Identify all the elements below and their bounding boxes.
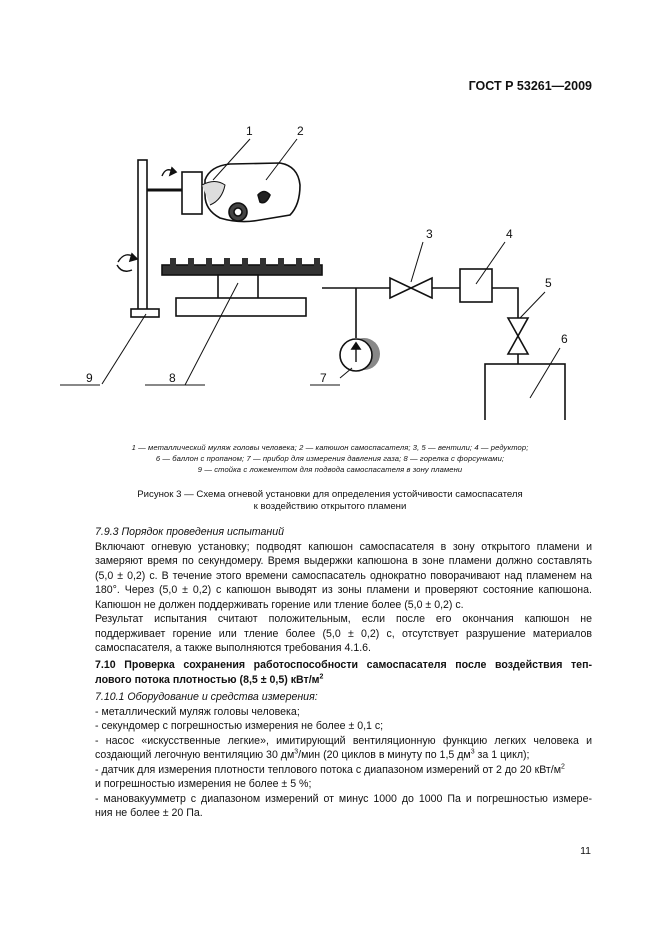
callout-8: 8 (169, 371, 176, 385)
standard-header: ГОСТ Р 53261—2009 (468, 79, 592, 93)
section-heading-7-10-line-2: лового потока плотностью (8,5 ± 0,5) кВт/$м^2$ (95, 672, 324, 686)
paragraph-result: Результат испытания считают положительным, если после его окончания капюшон не поддерживает горение или тление более (5,0 ± 0,2) с, отсутствует разрушение материалов самоспасателя, а также выполняются требования 4.1.6. (95, 613, 592, 654)
paragraph-procedure: Включают огневую установку; подводят капюшон самоспасателя в зону открытого пламени и замеряют время по секундомеру. Время выдержки капюшона в зоне пламени должно составлять (5,0 ± 0,2) с. В течение этого времени самоспасатель однократно поворачивают над пламенем на 180°. Через (5,0 ± 0,2) с капюшон выводят из зоны пламени и проверяют состояние капюшона. Капюшон не должен поддерживать горение или тление более (5,0 ± 0,2) с. (95, 540, 592, 611)
section-7-10 (95, 658, 592, 821)
equipment-item-2: - секундомер с погрешностью измерения не более ± 0,1 с; (95, 720, 384, 732)
legend-line-1: 1 — металлический муляж головы человека; 2 — капюшон самоспасателя; 3, 5 — вентили; 4 — редуктор; (131, 443, 529, 452)
section-heading-7-10-line-1: 7.10 Проверка сохранения работоспособности самоспасателя после воздействия теп- (95, 659, 592, 671)
equipment-item-3-line-1: - насос «искусственные легкие», имитирующий вентиляционную функцию легких человека и (95, 734, 592, 747)
callout-9: 9 (86, 371, 93, 385)
burner-base (176, 298, 306, 316)
equipment-item-4-line-2: и погрешностью измерения не более ± 5 %; (95, 778, 312, 790)
valve-3 (390, 278, 411, 298)
callout-1: 1 (246, 124, 253, 138)
sub-heading-7-10-1: 7.10.1 Оборудование и средства измерения: (95, 691, 318, 703)
figure-caption-line-1: Рисунок 3 — Схема огневой установки для определения устойчивости самоспасателя (137, 489, 523, 500)
propane-cylinder (485, 364, 565, 420)
equipment-item-5-line-2: ния не более ± 20 Па. (95, 807, 203, 819)
legend-line-3: 9 — стойка с ложементом для подвода самоспасателя в зону пламени (197, 465, 463, 474)
equipment-item-5-line-1: - мановакуумметр с диапазоном измерений от минус 1000 до 1000 Па и погрешностью измере- (95, 792, 592, 805)
section-heading-7-9-3: 7.9.3 Порядок проведения испытаний (95, 526, 284, 538)
page-number: 11 (580, 845, 591, 857)
equipment-item-3-line-2: создающий легочную вентиляцию 30 $дм^3$/мин (20 циклов в минуту по 1,5 $дм^3$ за 1 цикл); (95, 748, 530, 761)
figure-caption-line-2: к воздействию открытого пламени (253, 501, 407, 512)
callout-3: 3 (426, 227, 433, 241)
callout-2: 2 (297, 124, 304, 138)
reducer (460, 269, 492, 302)
callout-4: 4 (506, 227, 513, 241)
fire-test-setup-diagram (0, 0, 661, 420)
section-7-9-3 (95, 525, 592, 656)
callout-5: 5 (545, 276, 552, 290)
burner-plate (162, 265, 322, 275)
stand-pole (138, 160, 147, 310)
callout-6: 6 (561, 332, 568, 346)
legend-line-2: 6 — баллон с пропаном; 7 — прибор для измерения давления газа; 8 — горелка с форсунками; (155, 454, 505, 463)
equipment-item-4-line-1: - датчик для измерения плотности теплового потока с диапазоном измерений от 2 до 20 кВт/$м^2$ (95, 762, 565, 776)
valve-5 (508, 318, 528, 336)
equipment-item-1: - металлический муляж головы человека; (95, 705, 300, 718)
callout-7: 7 (320, 371, 327, 385)
